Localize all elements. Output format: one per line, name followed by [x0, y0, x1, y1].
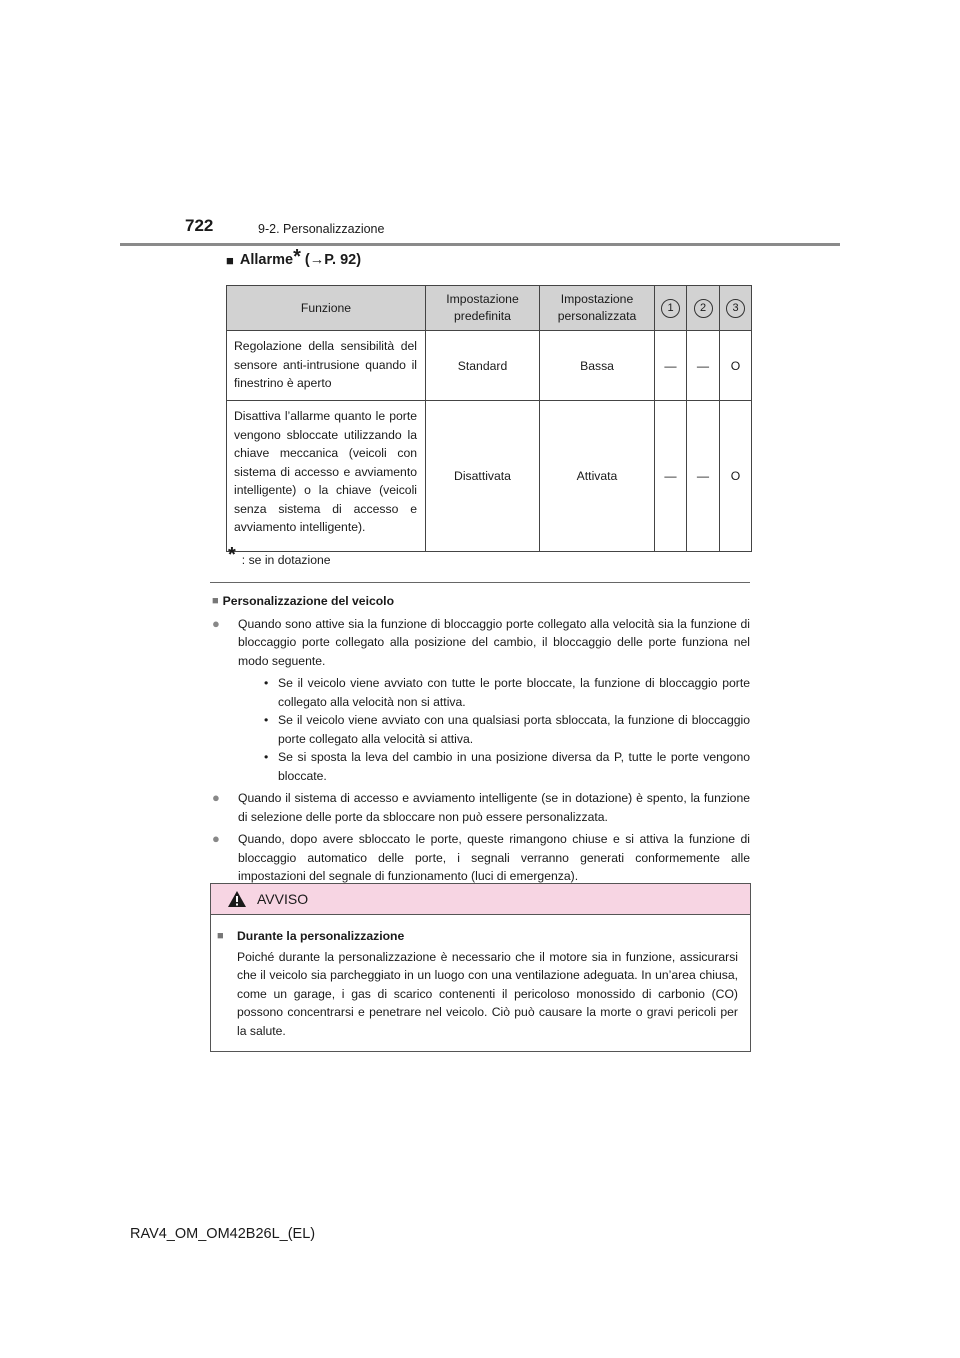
warning-title: Durante la personalizzazione — [237, 929, 405, 943]
warning-body — [211, 915, 750, 1040]
footnote — [228, 544, 331, 567]
page-number: 722 — [185, 216, 214, 235]
header-function: Funzione — [227, 286, 426, 331]
cell-c2: — — [687, 331, 720, 401]
warning-text: Poiché durante la personalizzazione è necessario che il motore sia in funzione, assicurarsi che il veicolo sia parcheggiato in un luogo con una ventilazione adeguata. In un’area chiusa, come un garage, i gas di scarico contenenti il pericoloso monossido di carbonio (CO) possono concentrarsi e penetrare nel veicolo. Ciò può causare la morte o gravi pericoli per la salute. — [237, 949, 738, 1038]
sub-list — [264, 674, 750, 785]
sub-list-item: • Se il veicolo viene avviato con una qualsiasi porta sbloccata, la funzione di bloccaggio porte collegato alla velocità si attiva. — [264, 713, 750, 746]
asterisk-mark: * — [293, 246, 301, 268]
square-bullet-icon: ■ — [217, 930, 224, 942]
cell-function: Regolazione della sensibilità del sensore anti-intrusione quando il finestrino è aperto — [227, 331, 426, 401]
cell-c3: O — [720, 331, 752, 401]
settings-table — [226, 285, 752, 552]
bullet-text: Quando sono attive sia la funzione di bloccaggio porte collegato alla velocità sia la funzione di bloccaggio porte collegato alla posizione del cambio, il bloccaggio delle porte funziona nel modo seguente. — [238, 616, 750, 668]
cell-c1: — — [655, 401, 687, 552]
table-row — [227, 401, 752, 552]
list-item — [212, 789, 750, 826]
circled-number-1: 1 — [661, 299, 680, 318]
cell-default: Standard — [426, 331, 540, 401]
header-col-1 — [655, 286, 687, 331]
cell-default: Disattivata — [426, 401, 540, 552]
section-divider — [210, 582, 750, 583]
circle-bullet-icon: ● — [212, 790, 220, 805]
alarm-heading — [226, 246, 362, 268]
header-custom: Impostazione personalizzata — [540, 286, 655, 331]
header-col-3 — [720, 286, 752, 331]
list-item — [212, 830, 750, 886]
vehicle-customization-section — [212, 592, 750, 886]
list-item — [212, 615, 750, 786]
header-default: Impostazione predefinita — [426, 286, 540, 331]
cell-c3: O — [720, 401, 752, 552]
sub-list-item: • Se si sposta la leva del cambio in una posizione diversa da P, tutte le porte vengono bloccate. — [264, 750, 750, 783]
vehicle-customization-heading — [212, 592, 750, 611]
circle-bullet-icon: ● — [212, 831, 220, 846]
warning-label: AVVISO — [257, 891, 309, 907]
footnote-asterisk: * — [228, 544, 236, 566]
cell-function: Disattiva l’allarme quanto le porte vengono sbloccate utilizzando la chiave meccanica (veicoli con sistema di accesso e avviamento intelligente) o la chiave (veicoli senza sistema di accesso e avviamento intelligente). — [227, 401, 426, 552]
cell-custom: Bassa — [540, 331, 655, 401]
cell-c1: — — [655, 331, 687, 401]
warning-triangle-icon — [227, 890, 247, 908]
alarm-title: Allarme — [239, 252, 294, 268]
sub-list-item: • Se il veicolo viene avviato con tutte le porte bloccate, la funzione di bloccaggio porte collegato alla velocità non si attiva. — [264, 676, 750, 709]
bullet-text: Quando, dopo avere sbloccato le porte, queste rimangono chiuse e si attiva la funzione di bloccaggio automatico delle porte, i segnali verranno generati conformemente alle impostazioni del segnale di funzionamento (luci di emergenza). — [238, 832, 750, 883]
square-bullet-icon: ■ — [226, 253, 234, 268]
cell-c2: — — [687, 401, 720, 552]
warning-subheading — [217, 927, 738, 946]
header-divider — [120, 243, 840, 246]
footnote-text: : se in dotazione — [241, 553, 331, 567]
vehicle-customization-title: Personalizzazione del veicolo — [222, 594, 395, 608]
document-code: RAV4_OM_OM42B26L_(EL) — [130, 1226, 316, 1242]
table-header-row — [227, 286, 752, 331]
circled-number-3: 3 — [726, 299, 745, 318]
header-col-2 — [687, 286, 720, 331]
bullet-text: Quando il sistema di accesso e avviamento intelligente (se in dotazione) è spento, la funzione di selezione delle porte da sbloccare non può essere personalizzata. — [238, 791, 750, 824]
warning-box — [210, 883, 751, 1052]
square-bullet-icon: ■ — [212, 595, 219, 607]
circled-number-2: 2 — [694, 299, 713, 318]
warning-header — [211, 884, 750, 915]
cell-custom: Attivata — [540, 401, 655, 552]
section-title: 9-2. Personalizzazione — [258, 222, 385, 236]
table-row — [227, 331, 752, 401]
circle-bullet-icon: ● — [212, 615, 220, 631]
page-reference-link[interactable]: (→P. 92) — [304, 252, 362, 268]
